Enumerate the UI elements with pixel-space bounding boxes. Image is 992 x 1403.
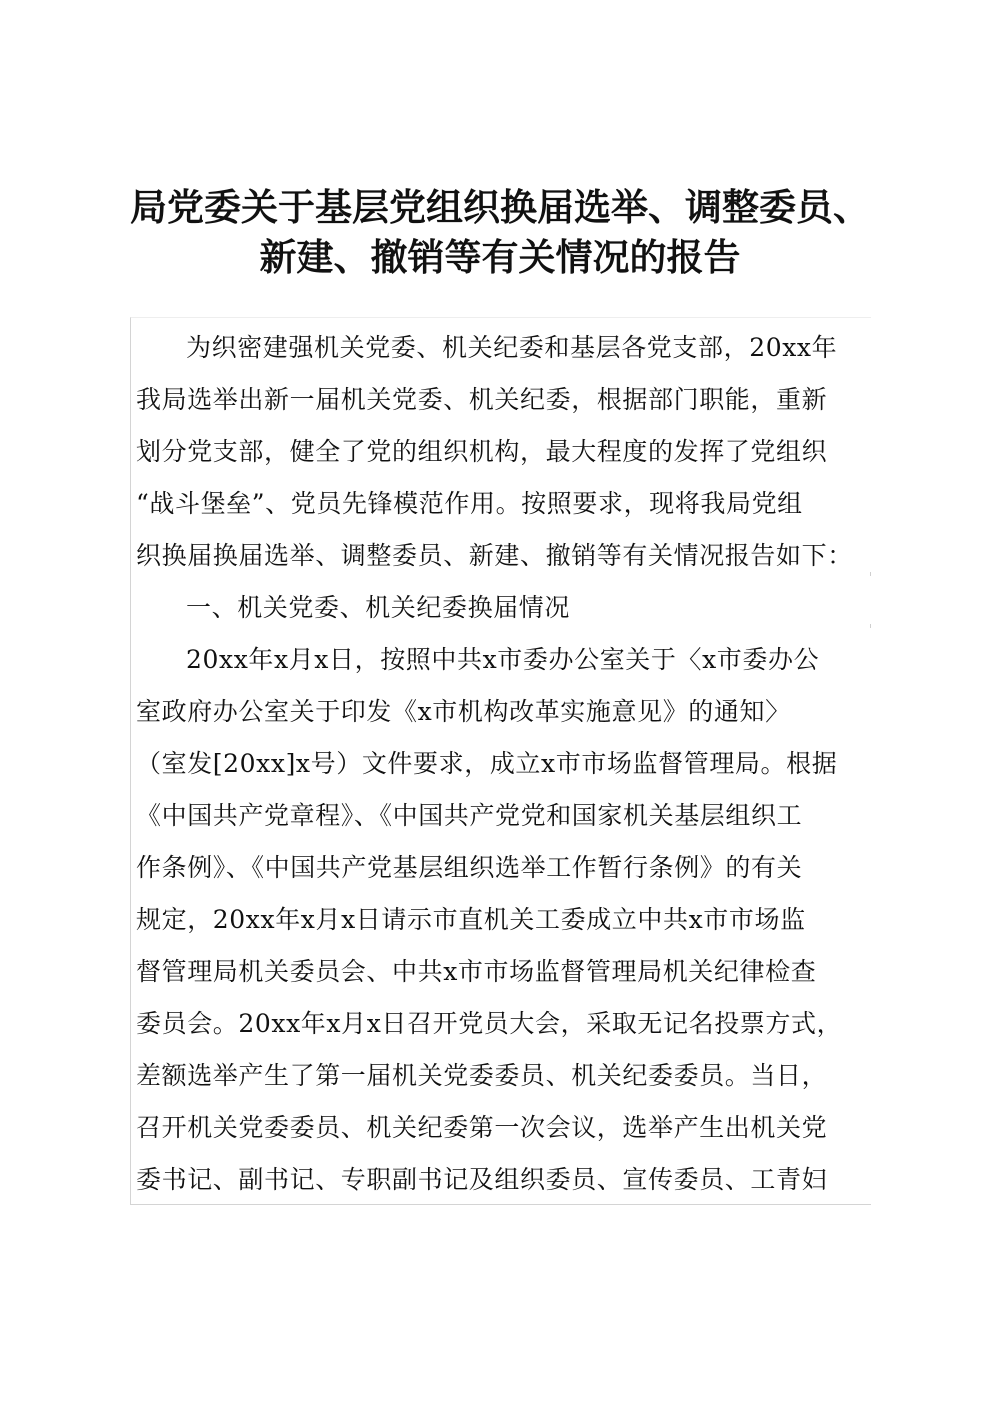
paragraph-line: 作条例》、《中国共产党基层组织选举工作暂行条例》的有关 [136,853,803,882]
paragraph-line: 我局选举出新一届机关党委、机关纪委，根据部门职能，重新 [136,385,828,414]
paragraph-line: 委书记、副书记、专职副书记及组织委员、宣传委员、工青妇 [136,1165,828,1194]
paragraph-line: 差额选举产生了第一届机关党委委员、机关纪委委员。当日， [136,1061,828,1090]
paragraph-line: 织换届换届选举、调整委员、新建、撤销等有关情况报告如下： [136,541,853,570]
paragraph-line: 督管理局机关委员会、中共x市市场监督管理局机关纪律检查 [136,957,817,986]
paragraph-line: 规定，20xx年x月x日请示市直机关工委成立中共x市市场监 [136,905,806,934]
paragraph-line: 《中国共产党章程》、《中国共产党党和国家机关基层组织工 [136,801,803,830]
document-title-line-1: 局党委关于基层党组织换届选举、调整委员、 [130,185,870,229]
paragraph-line: “战斗堡垒”、党员先锋模范作用。按照要求，现将我局党组 [136,489,803,518]
document-title-line-2: 新建、撤销等有关情况的报告 [259,235,741,279]
paragraph-line: 室政府办公室关于印发《x市机构改革实施意见》的通知〉 [136,697,791,726]
paragraph-line: 委员会。20xx年x月x日召开党员大会，采取无记名投票方式， [136,1009,843,1038]
paragraph-line: 召开机关党委委员、机关纪委第一次会议，选举产生出机关党 [136,1113,828,1142]
paragraph-line: 20xx年x月x日，按照中共x市委办公室关于〈x市委办公 [186,645,820,674]
paragraph-line: 为织密建强机关党委、机关纪委和基层各党支部，20xx年 [186,333,838,362]
section-heading: 一、机关党委、机关纪委换届情况 [186,593,571,622]
paragraph-line: 划分党支部，健全了党的组织机构，最大程度的发挥了党组织 [136,437,828,466]
paragraph-line: （室发[20xx]x号）文件要求，成立x市市场监督管理局。根据 [136,749,838,778]
